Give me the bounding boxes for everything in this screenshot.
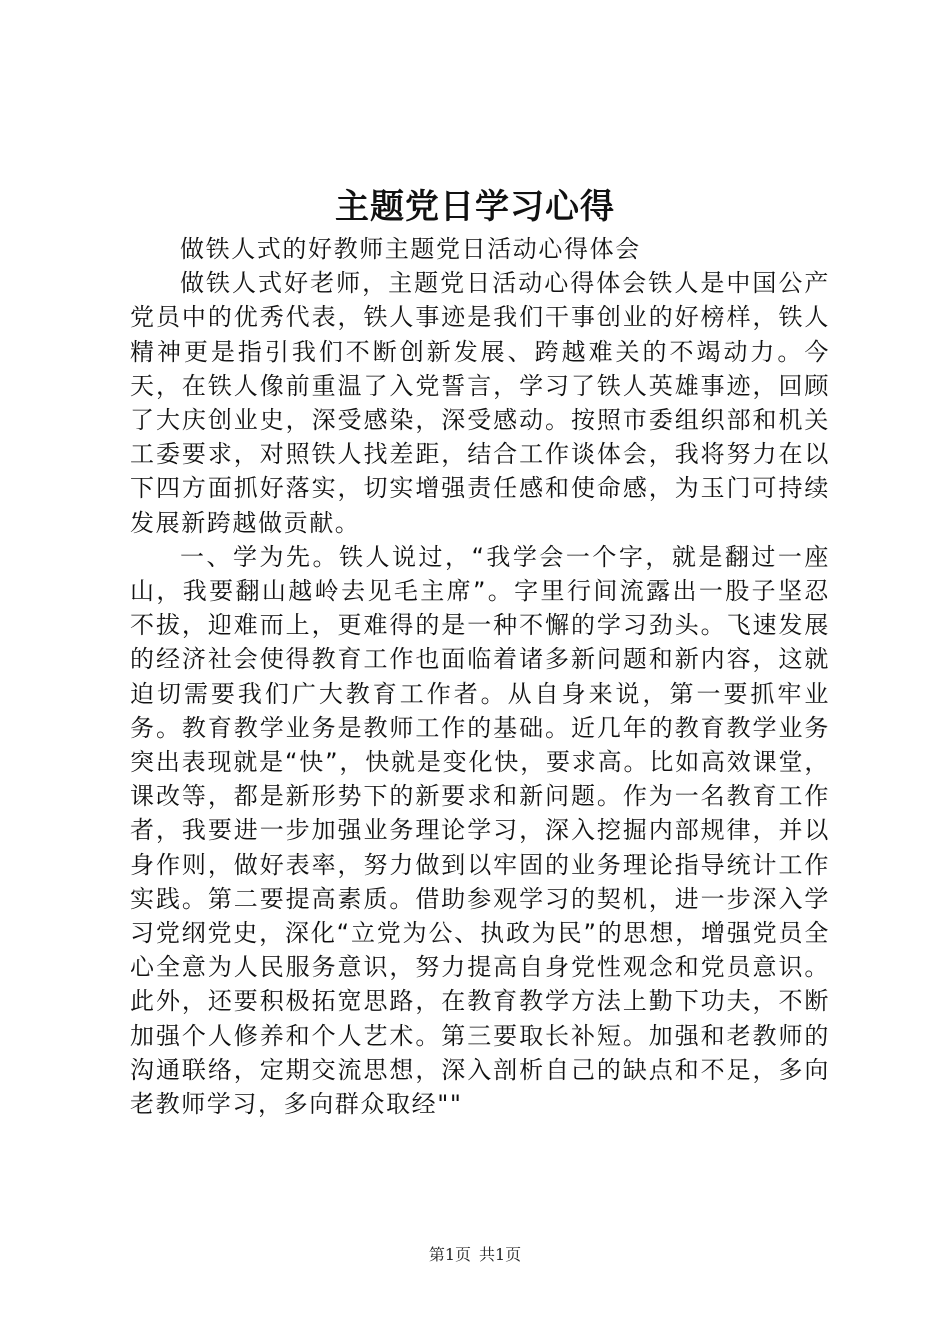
- document-body: [130, 232, 830, 1121]
- page-footer: [0, 1244, 950, 1266]
- page-number: 第1页: [428, 1245, 471, 1264]
- subtitle-paragraph: 做铁人式的好教师主题党日活动心得体会: [180, 235, 641, 263]
- study-first-paragraph: 一、学为先。铁人说过，“我学会一个字，就是翻过一座山，我要翻山越岭去见毛主席”。字里行间流露出一股子坚忍不拔，迎难而上，更难得的是一种不懈的学习劲头。飞速发展的经济社会使得教育工作也面临着诸多新问题和新内容，这就迫切需要我们广大教育工作者。从自身来说，第一要抓牢业务。教育教学业务是教师工作的基础。近几年的教育教学业务突出表现就是“快”，快就是变化快，要求高。比如高效课堂，课改等，都是新形势下的新要求和新问题。作为一名教育工作者，我要进一步加强业务理论学习，深入挖掘内部规律，并以身作则，做好表率，努力做到以牢固的业务理论指导统计工作实践。第二要提高素质。借助参观学习的契机，进一步深入学习党纲党史，深化“立党为公、执政为民”的思想，增强党员全心全意为人民服务意识，努力提高自身党性观念和党员意识。此外，还要积极拓宽思路，在教育教学方法上勤下功夫，不断加强个人修养和个人艺术。第三要取长补短。加强和老教师的沟通联络，定期交流思想，深入剖析自己的缺点和不足，多向老教师学习，多向群众取经"": [130, 542, 830, 1119]
- intro-paragraph: 做铁人式好老师，主题党日活动心得体会铁人是中国公产党员中的优秀代表，铁人事迹是我们干事创业的好榜样，铁人精神更是指引我们不断创新发展、跨越难关的不竭动力。今天，在铁人像前重温了入党誓言，学习了铁人英雄事迹，回顾了大庆创业史，深受感染，深受感动。按照市委组织部和机关工委要求，对照铁人找差距，结合工作谈体会，我将努力在以下四方面抓好落实，切实增强责任感和使命感，为玉门可持续发展新跨越做贡献。: [130, 269, 830, 537]
- document-title: 主题党日学习心得: [335, 187, 615, 227]
- page-total: 共1页: [479, 1245, 522, 1264]
